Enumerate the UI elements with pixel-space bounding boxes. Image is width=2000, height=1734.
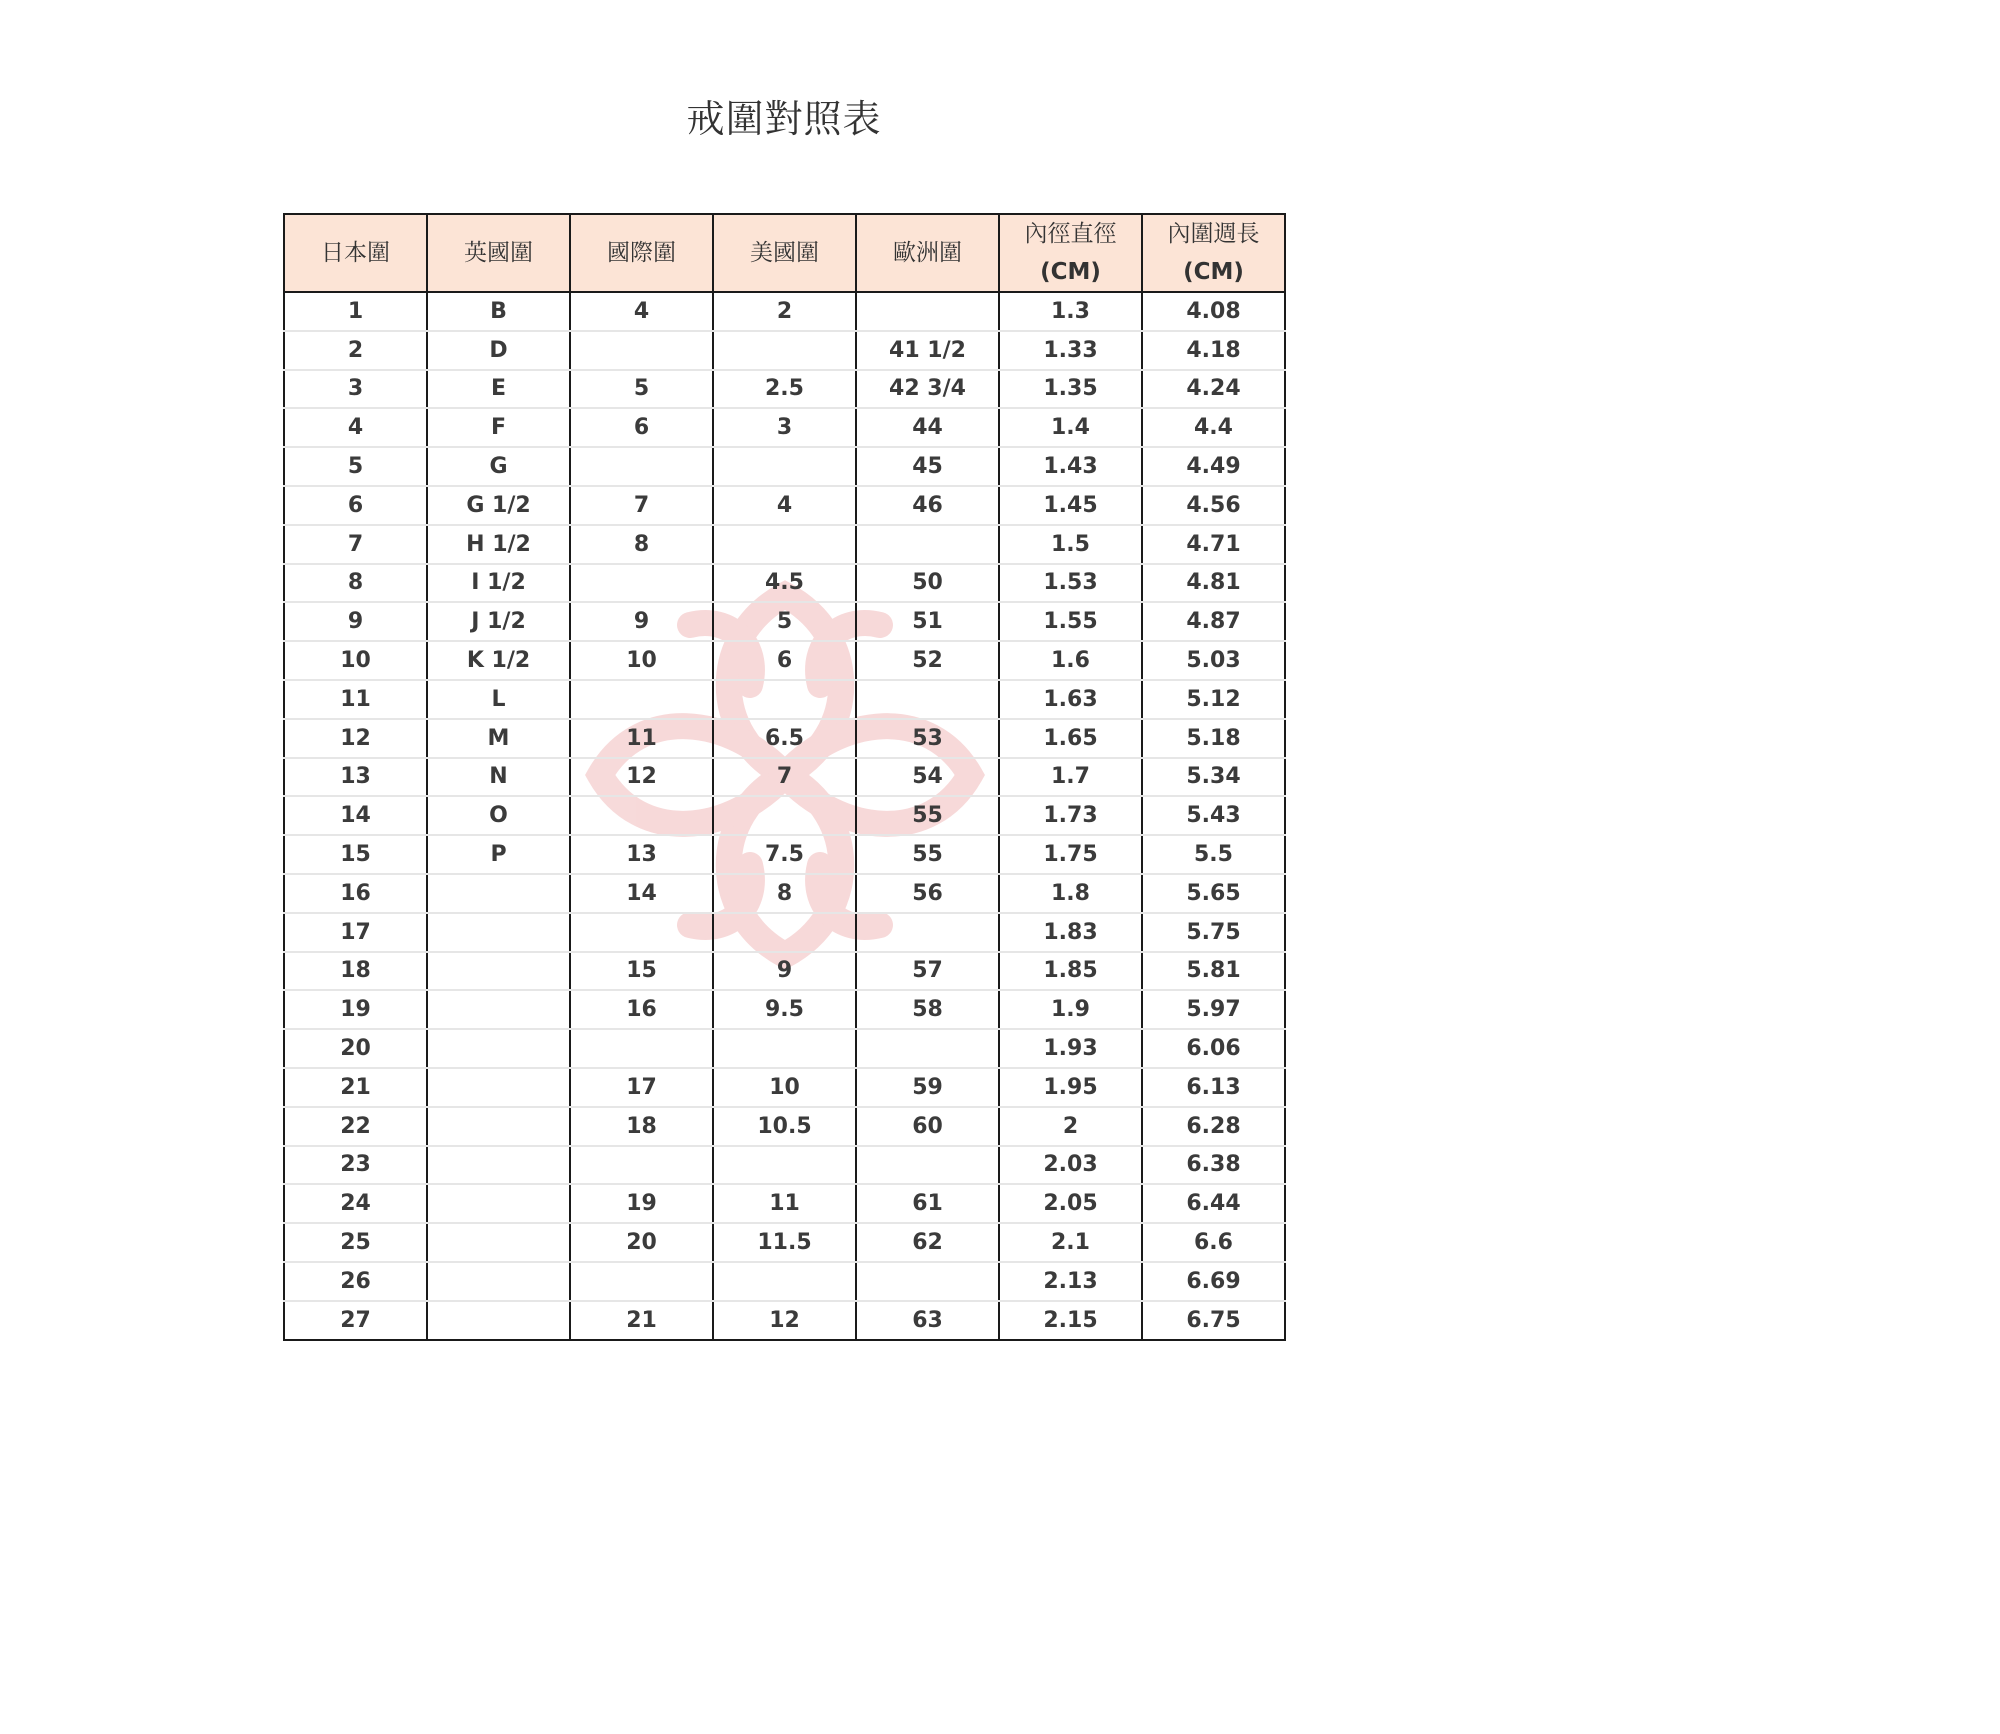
jp-size-cell: 14 [284,796,427,835]
jp-size-cell: 12 [284,719,427,758]
inner-circumference-cell: 5.12 [1142,680,1285,719]
eu-size-cell: 44 [856,408,999,447]
table-row [284,370,1285,409]
inner-diameter-cell: 1.8 [999,874,1142,913]
us-size-cell [713,680,856,719]
uk-size-header [427,214,570,292]
table-row [284,874,1285,913]
inner-diameter-cell: 2.03 [999,1146,1142,1185]
us-size-cell: 6.5 [713,719,856,758]
us-size-cell: 10 [713,1068,856,1107]
inner-diameter-cell: 1.53 [999,564,1142,603]
uk-size-cell: I 1/2 [427,564,570,603]
inner-diameter-cell: 1.33 [999,331,1142,370]
jp-size-cell: 19 [284,990,427,1029]
eu-size-cell: 60 [856,1107,999,1146]
inner-diameter-cell: 2.15 [999,1301,1142,1340]
inner-circumference-cell: 4.87 [1142,602,1285,641]
inner-circumference-cell: 4.71 [1142,525,1285,564]
table-row [284,1146,1285,1185]
inner-diameter-cell: 1.65 [999,719,1142,758]
jp-size-cell: 11 [284,680,427,719]
inner-circumference-cell: 4.56 [1142,486,1285,525]
table-row [284,719,1285,758]
table-row [284,641,1285,680]
intl-size-cell [570,447,713,486]
jp-size-cell: 23 [284,1146,427,1185]
table-row [284,1107,1285,1146]
intl-size-cell: 20 [570,1223,713,1262]
header-row [284,214,1285,292]
jp-size-cell: 16 [284,874,427,913]
inner-circumference-cell: 5.75 [1142,913,1285,952]
intl-size-cell: 10 [570,641,713,680]
table-row [284,796,1285,835]
jp-size-cell: 17 [284,913,427,952]
uk-size-cell [427,1262,570,1301]
table-row [284,1068,1285,1107]
uk-size-cell [427,990,570,1029]
inner-circumference-cell: 6.44 [1142,1184,1285,1223]
uk-size-cell: G [427,447,570,486]
eu-size-header [856,214,999,292]
us-size-cell: 12 [713,1301,856,1340]
jp-size-cell: 20 [284,1029,427,1068]
eu-size-cell: 52 [856,641,999,680]
table-row [284,758,1285,797]
table-row [284,1223,1285,1262]
us-size-cell [713,331,856,370]
us-size-cell: 9 [713,952,856,991]
table-row [284,952,1285,991]
us-size-cell: 3 [713,408,856,447]
us-size-cell [713,913,856,952]
intl-size-cell [570,913,713,952]
table-row [284,292,1285,331]
jp-size-cell: 9 [284,602,427,641]
jp-size-cell: 5 [284,447,427,486]
jp-size-cell: 25 [284,1223,427,1262]
eu-size-cell [856,525,999,564]
table-body [284,292,1285,1340]
table-row [284,835,1285,874]
jp-size-cell: 1 [284,292,427,331]
us-size-cell: 8 [713,874,856,913]
uk-size-cell [427,1223,570,1262]
uk-size-cell [427,1068,570,1107]
table-row [284,1184,1285,1223]
inner-diameter-header [999,214,1142,292]
intl-size-cell: 8 [570,525,713,564]
intl-size-cell [570,564,713,603]
us-size-cell: 9.5 [713,990,856,1029]
intl-size-cell: 12 [570,758,713,797]
table-row [284,408,1285,447]
intl-size-cell: 21 [570,1301,713,1340]
uk-size-cell [427,1146,570,1185]
header-label: 內徑直徑 [1024,221,1117,247]
eu-size-cell: 55 [856,835,999,874]
uk-size-cell [427,1029,570,1068]
us-size-cell: 7.5 [713,835,856,874]
inner-circumference-cell: 5.43 [1142,796,1285,835]
eu-size-cell: 41 1/2 [856,331,999,370]
header-unit: (CM) [1183,259,1244,285]
eu-size-cell: 50 [856,564,999,603]
inner-diameter-cell: 1.7 [999,758,1142,797]
eu-size-cell [856,292,999,331]
eu-size-cell: 53 [856,719,999,758]
jp-size-cell: 10 [284,641,427,680]
uk-size-cell: J 1/2 [427,602,570,641]
inner-circumference-header [1142,214,1285,292]
intl-size-cell [570,796,713,835]
intl-size-cell [570,1146,713,1185]
jp-size-cell: 18 [284,952,427,991]
us-size-cell: 4.5 [713,564,856,603]
inner-circumference-cell: 5.65 [1142,874,1285,913]
intl-size-cell: 7 [570,486,713,525]
inner-diameter-cell: 2.05 [999,1184,1142,1223]
eu-size-cell [856,1146,999,1185]
eu-size-cell [856,680,999,719]
ring-size-table-wrapper [283,213,1284,1341]
inner-circumference-cell: 5.03 [1142,641,1285,680]
inner-circumference-cell: 4.49 [1142,447,1285,486]
table-row [284,680,1285,719]
inner-circumference-cell: 6.06 [1142,1029,1285,1068]
inner-diameter-cell: 1.83 [999,913,1142,952]
header-label: 美國圍 [750,240,819,266]
us-size-cell: 11 [713,1184,856,1223]
table-row [284,1029,1285,1068]
uk-size-cell: K 1/2 [427,641,570,680]
table-row [284,331,1285,370]
us-size-header [713,214,856,292]
uk-size-cell [427,952,570,991]
intl-size-cell [570,680,713,719]
us-size-cell: 10.5 [713,1107,856,1146]
eu-size-cell: 46 [856,486,999,525]
eu-size-cell: 57 [856,952,999,991]
inner-circumference-cell: 4.81 [1142,564,1285,603]
eu-size-cell: 45 [856,447,999,486]
intl-size-cell: 14 [570,874,713,913]
jp-size-cell: 15 [284,835,427,874]
eu-size-cell [856,913,999,952]
header-unit: (CM) [1040,259,1101,285]
table-row [284,602,1285,641]
jp-size-cell: 26 [284,1262,427,1301]
uk-size-cell [427,874,570,913]
eu-size-cell: 56 [856,874,999,913]
inner-circumference-cell: 5.18 [1142,719,1285,758]
us-size-cell: 4 [713,486,856,525]
us-size-cell [713,1029,856,1068]
uk-size-cell: O [427,796,570,835]
inner-diameter-cell: 1.95 [999,1068,1142,1107]
intl-size-cell: 13 [570,835,713,874]
table-row [284,564,1285,603]
inner-diameter-cell: 1.85 [999,952,1142,991]
inner-circumference-cell: 6.38 [1142,1146,1285,1185]
inner-diameter-cell: 1.63 [999,680,1142,719]
inner-circumference-cell: 5.34 [1142,758,1285,797]
eu-size-cell: 63 [856,1301,999,1340]
intl-size-header [570,214,713,292]
inner-circumference-cell: 6.13 [1142,1068,1285,1107]
inner-circumference-cell: 6.28 [1142,1107,1285,1146]
inner-circumference-cell: 5.5 [1142,835,1285,874]
jp-size-cell: 6 [284,486,427,525]
inner-circumference-cell: 4.18 [1142,331,1285,370]
intl-size-cell [570,1262,713,1301]
jp-size-cell: 3 [284,370,427,409]
uk-size-cell: G 1/2 [427,486,570,525]
uk-size-cell [427,1301,570,1340]
inner-diameter-cell: 1.73 [999,796,1142,835]
eu-size-cell: 62 [856,1223,999,1262]
inner-diameter-cell: 1.6 [999,641,1142,680]
inner-circumference-cell: 4.08 [1142,292,1285,331]
uk-size-cell [427,913,570,952]
intl-size-cell: 15 [570,952,713,991]
eu-size-cell: 54 [856,758,999,797]
us-size-cell: 2.5 [713,370,856,409]
inner-diameter-cell: 1.35 [999,370,1142,409]
uk-size-cell: D [427,331,570,370]
inner-diameter-cell: 2.1 [999,1223,1142,1262]
inner-circumference-cell: 6.69 [1142,1262,1285,1301]
uk-size-cell: P [427,835,570,874]
inner-diameter-cell: 1.75 [999,835,1142,874]
inner-circumference-cell: 6.75 [1142,1301,1285,1340]
jp-size-cell: 7 [284,525,427,564]
uk-size-cell: L [427,680,570,719]
jp-size-cell: 24 [284,1184,427,1223]
inner-diameter-cell: 1.9 [999,990,1142,1029]
intl-size-cell: 6 [570,408,713,447]
intl-size-cell [570,331,713,370]
intl-size-cell [570,1029,713,1068]
inner-circumference-cell: 6.6 [1142,1223,1285,1262]
us-size-cell [713,1262,856,1301]
inner-diameter-cell: 1.55 [999,602,1142,641]
uk-size-cell: F [427,408,570,447]
us-size-cell: 6 [713,641,856,680]
header-label: 英國圍 [464,240,533,266]
uk-size-cell: B [427,292,570,331]
inner-diameter-cell: 2 [999,1107,1142,1146]
inner-diameter-cell: 1.3 [999,292,1142,331]
jp-size-cell: 27 [284,1301,427,1340]
jp-size-cell: 13 [284,758,427,797]
eu-size-cell [856,1029,999,1068]
intl-size-cell: 19 [570,1184,713,1223]
uk-size-cell: H 1/2 [427,525,570,564]
eu-size-cell: 61 [856,1184,999,1223]
us-size-cell: 11.5 [713,1223,856,1262]
table-row [284,1301,1285,1340]
uk-size-cell [427,1184,570,1223]
jp-size-cell: 2 [284,331,427,370]
intl-size-cell: 16 [570,990,713,1029]
inner-circumference-cell: 5.81 [1142,952,1285,991]
header-label: 國際圍 [607,240,676,266]
intl-size-cell: 9 [570,602,713,641]
inner-diameter-cell: 1.4 [999,408,1142,447]
header-label: 內圍週長 [1167,221,1260,247]
uk-size-cell [427,1107,570,1146]
intl-size-cell: 11 [570,719,713,758]
table-row [284,525,1285,564]
table-row [284,990,1285,1029]
inner-circumference-cell: 4.24 [1142,370,1285,409]
inner-circumference-cell: 4.4 [1142,408,1285,447]
eu-size-cell: 51 [856,602,999,641]
uk-size-cell: E [427,370,570,409]
intl-size-cell: 5 [570,370,713,409]
jp-size-cell: 22 [284,1107,427,1146]
inner-diameter-cell: 1.45 [999,486,1142,525]
intl-size-cell: 4 [570,292,713,331]
inner-diameter-cell: 1.43 [999,447,1142,486]
uk-size-cell: M [427,719,570,758]
eu-size-cell: 55 [856,796,999,835]
us-size-cell: 7 [713,758,856,797]
us-size-cell: 5 [713,602,856,641]
us-size-cell [713,1146,856,1185]
inner-diameter-cell: 2.13 [999,1262,1142,1301]
inner-circumference-cell: 5.97 [1142,990,1285,1029]
header-label: 日本圍 [321,240,390,266]
jp-size-header [284,214,427,292]
jp-size-cell: 8 [284,564,427,603]
jp-size-cell: 21 [284,1068,427,1107]
intl-size-cell: 17 [570,1068,713,1107]
table-row [284,1262,1285,1301]
page-title: 戒圍對照表 [686,97,882,141]
table-row [284,486,1285,525]
us-size-cell [713,525,856,564]
us-size-cell: 2 [713,292,856,331]
eu-size-cell [856,1262,999,1301]
inner-diameter-cell: 1.93 [999,1029,1142,1068]
us-size-cell [713,796,856,835]
header-label: 歐洲圍 [893,240,962,266]
us-size-cell [713,447,856,486]
inner-diameter-cell: 1.5 [999,525,1142,564]
uk-size-cell: N [427,758,570,797]
eu-size-cell: 59 [856,1068,999,1107]
eu-size-cell: 58 [856,990,999,1029]
intl-size-cell: 18 [570,1107,713,1146]
ring-size-table [283,213,1286,1341]
table-row [284,913,1285,952]
table-row [284,447,1285,486]
eu-size-cell: 42 3/4 [856,370,999,409]
jp-size-cell: 4 [284,408,427,447]
